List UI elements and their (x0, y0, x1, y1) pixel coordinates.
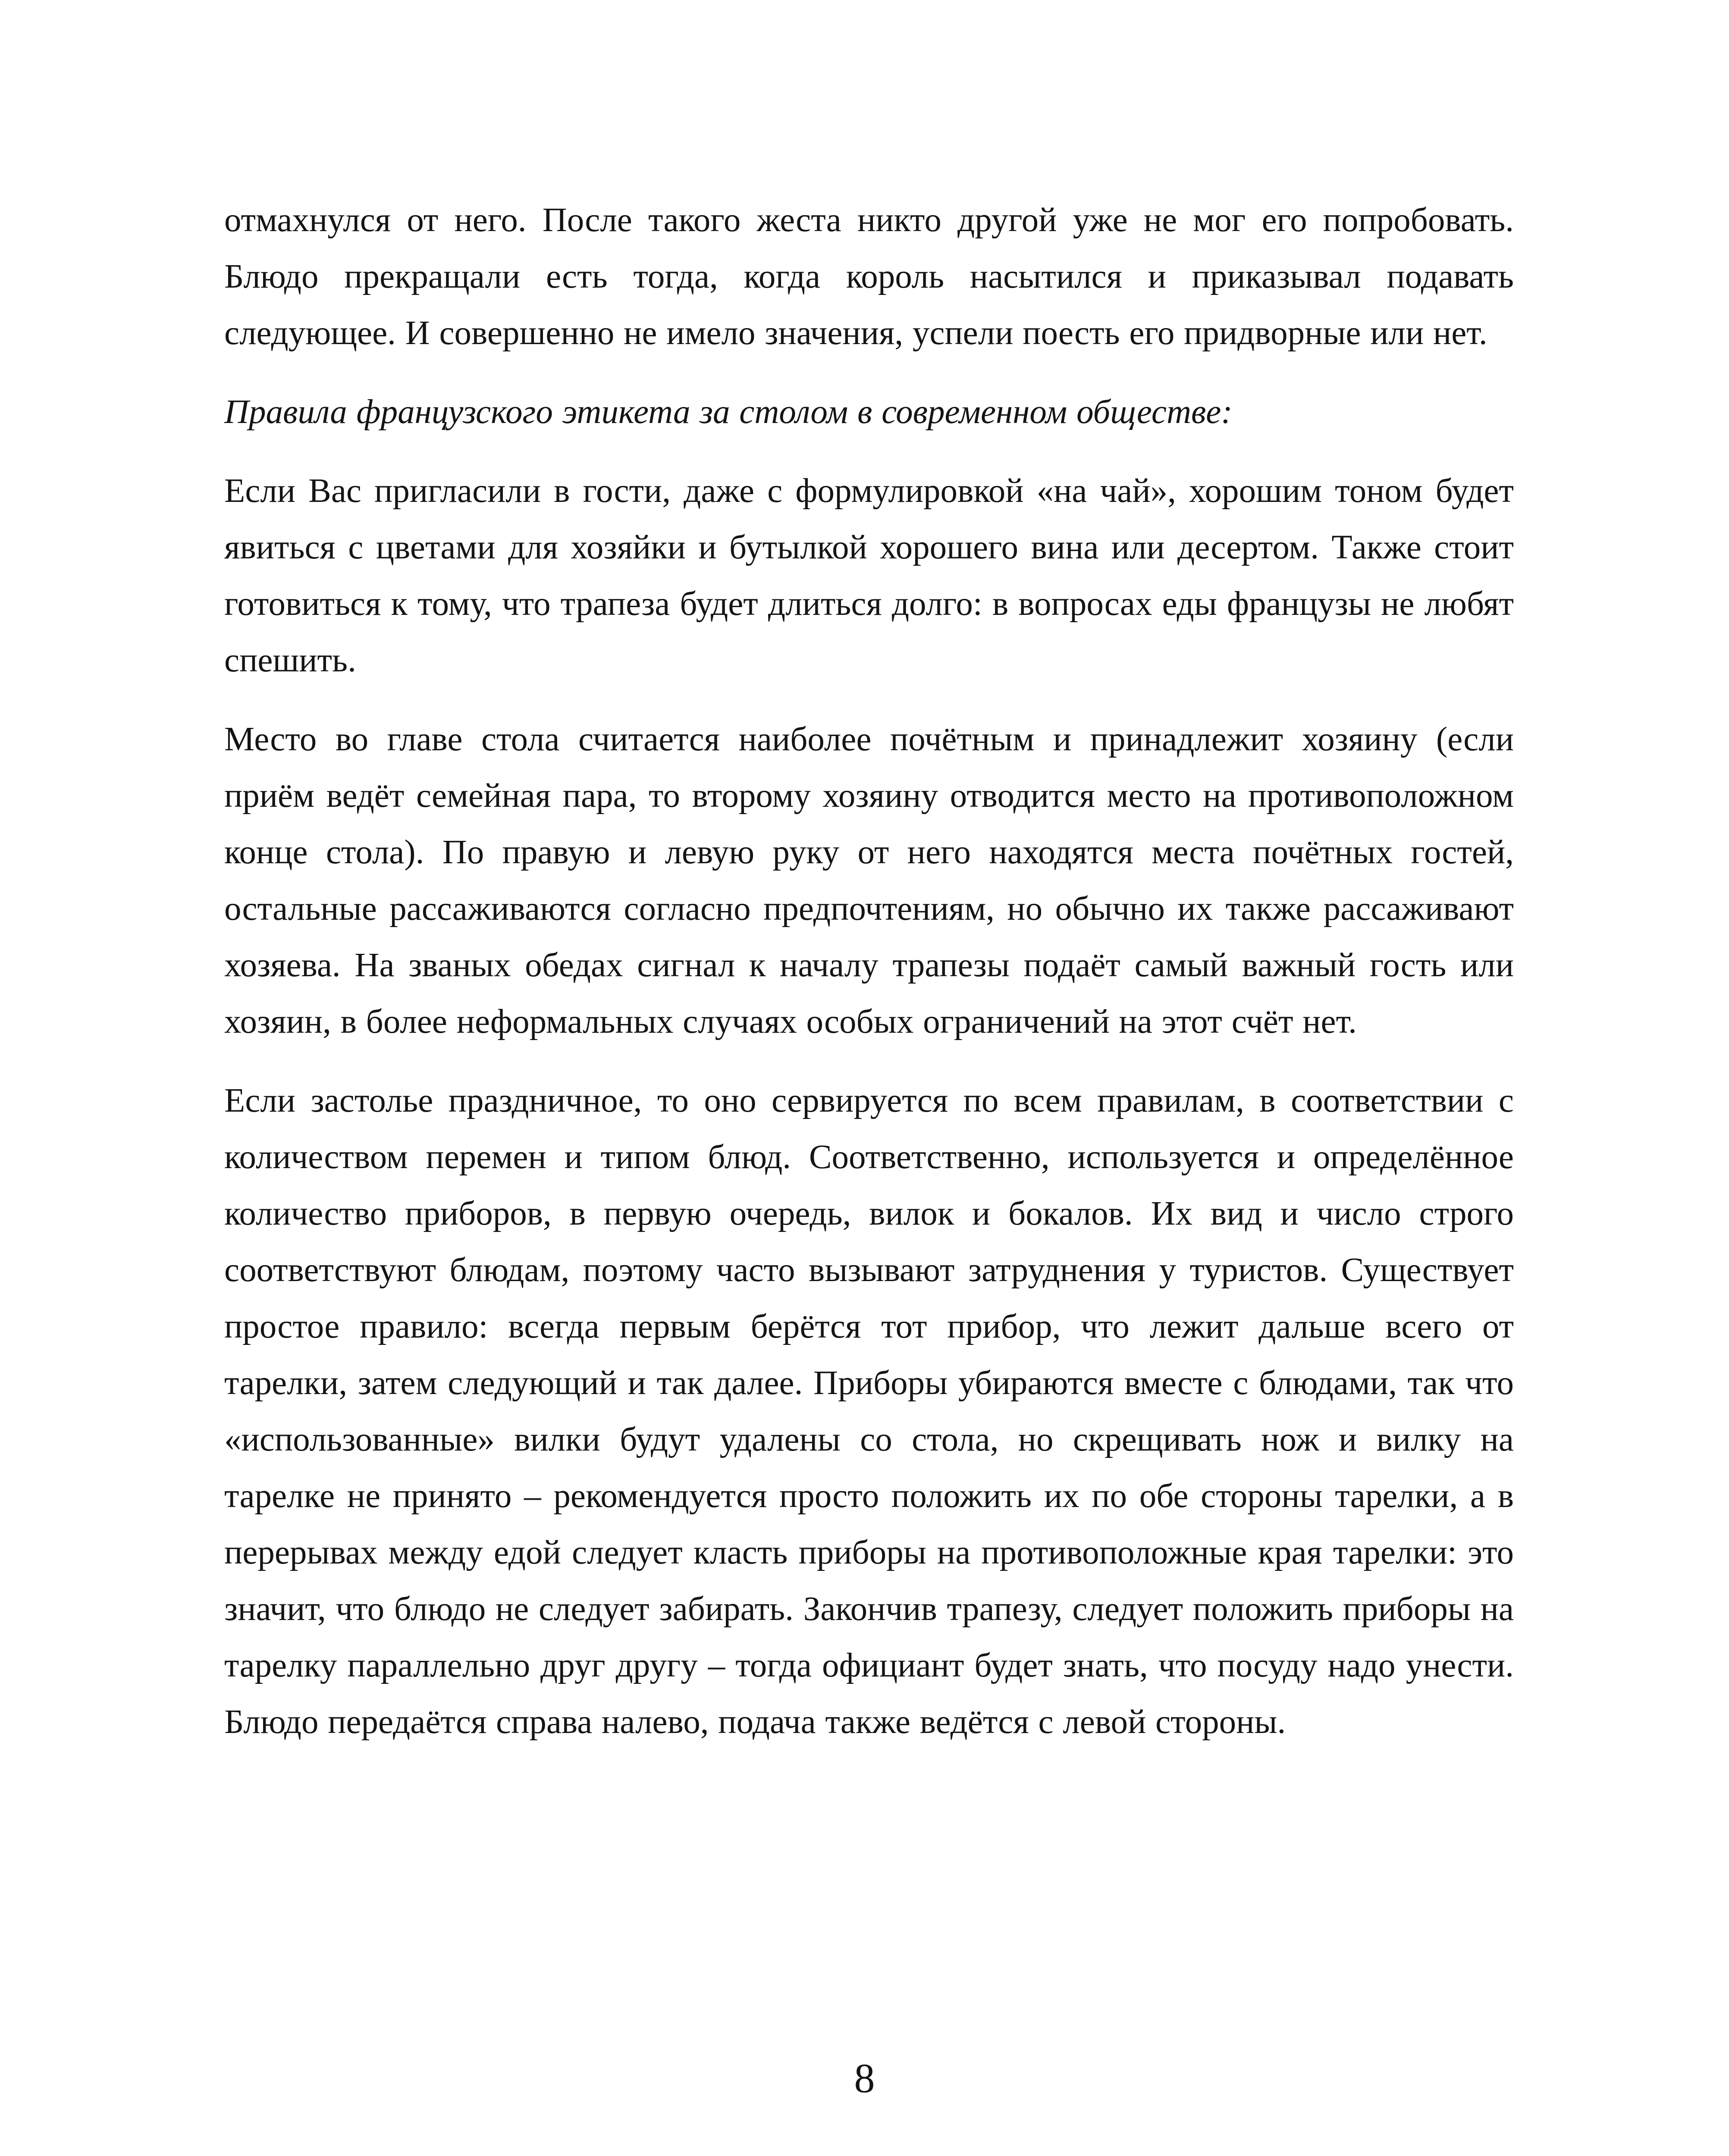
section-subheading: Правила французского этикета за столом в современном обществе: (224, 393, 1233, 431)
paragraph-cutlery: Если застолье праздничное, то оно сервируется по всем правилам, в соответствии с количеством перемен и типом блюд. Соответственно, используется и определённое количество приборов, в первую очередь, вилок и бокалов. Их вид и число строго соответствуют блюдам, поэтому часто вызывают затруднения у туристов. Существует простое правило: всегда первым берётся тот прибор, что лежит дальше всего от тарелки, затем следующий и так далее. Приборы убираются вместе с блюдами, так что «использованные» вилки будут удалены со стола, но скрещивать нож и вилку на тарелке не принято – рекомендуется просто положить их по обе стороны тарелки, а в перерывах между едой следует класть приборы на противоположные края тарелки: это значит, что блюдо не следует забирать. Закончив трапезу, следует положить приборы на тарелку параллельно друг другу – тогда официант будет знать, что посуду надо унести. Блюдо передаётся справа налево, подача также ведётся с левой стороны. (224, 1082, 1514, 1741)
paragraph-continuation: отмахнулся от него. После такого жеста никто другой уже не мог его попробовать. Блюдо прекращали есть тогда, когда король насытился и приказывал подавать следующее. И совершенно не имело значения, успели поесть его придворные или нет. (224, 201, 1514, 352)
page-number: 8 (854, 2055, 875, 2101)
paragraph-seating: Место во главе стола считается наиболее почётным и принадлежит хозяину (если приём ведёт семейная пара, то второму хозяину отводится место на противоположном конце стола). По правую и левую руку от него находятся места почётных гостей, остальные рассаживаются согласно предпочтениям, но обычно их также рассаживают хозяева. На званых обедах сигнал к началу трапезы подаёт самый важный гость или хозяин, в более неформальных случаях особых ограничений на этот счёт нет. (224, 721, 1514, 1040)
paragraph-invitation: Если Вас пригласили в гости, даже с формулировкой «на чай», хорошим тоном будет явиться с цветами для хозяйки и бутылкой хорошего вина или десертом. Также стоит готовиться к тому, что трапеза будет длиться долго: в вопросах еды французы не любят спешить. (224, 472, 1514, 679)
body-text (224, 192, 1514, 1773)
